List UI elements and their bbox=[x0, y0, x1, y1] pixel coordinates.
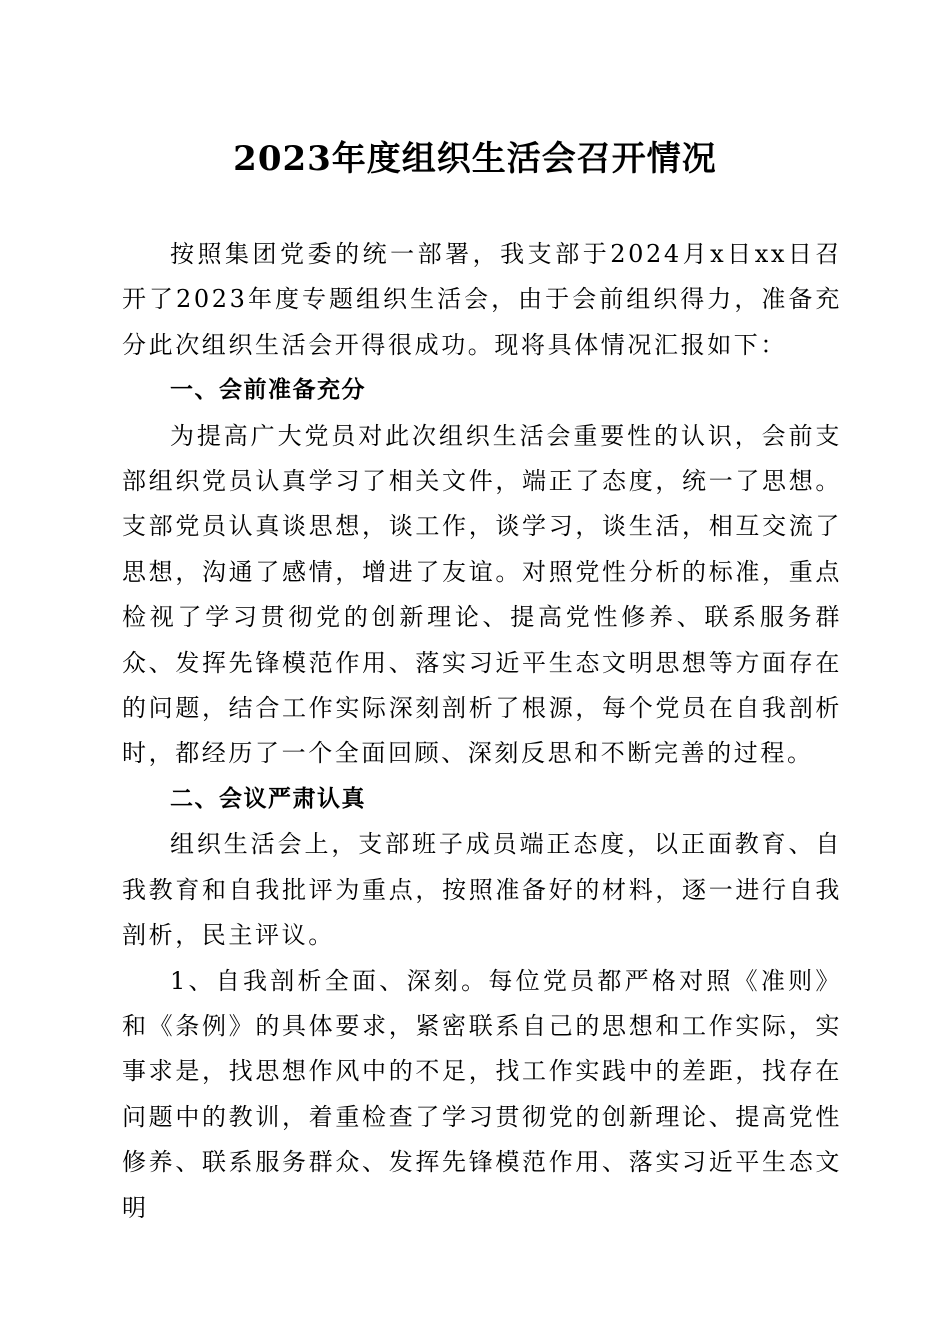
section-1-heading: 一、会前准备充分 bbox=[170, 377, 366, 404]
document-title: 2023年度组织生活会召开情况 bbox=[233, 139, 717, 179]
section-2-paragraph: 组织生活会上，支部班子成员端正态度，以正面教育、自我教育和自我批评为重点，按照准备好的材料，逐一进行自我剖析，民主评议。 bbox=[122, 830, 842, 950]
section-2-item-1: 1、自我剖析全面、深刻。每位党员都严格对照《准则》和《条例》的具体要求，紧密联系自己的思想和工作实际，实事求是，找思想作风中的不足，找工作实践中的差距，找存在问题中的教训，着重检查了学习贯彻党的创新理论、提高党性修养、联系服务群众、发挥先锋模范作用、落实习近平生态文明 bbox=[122, 966, 842, 1222]
intro-paragraph: 按照集团党委的统一部署，我支部于2024月x日xx日召开了2023年度专题组织生活会，由于会前组织得力，准备充分此次组织生活会开得很成功。现将具体情况汇报如下： bbox=[122, 240, 842, 359]
section-2-heading: 二、会议严肃认真 bbox=[170, 785, 366, 812]
section-1-paragraph: 为提高广大党员对此次组织生活会重要性的认识，会前支部组织党员认真学习了相关文件，端正了态度，统一了思想。支部党员认真谈思想，谈工作，谈学习，谈生活，相互交流了思想，沟通了感情，增进了友谊。对照党性分析的标准，重点检视了学习贯彻党的创新理论、提高党性修养、联系服务群众、发挥先锋模范作用、落实习近平生态文明思想等方面存在的问题，结合工作实际深刻剖析了根源，每个党员在自我剖析时，都经历了一个全面回顾、深刻反思和不断完善的过程。 bbox=[122, 421, 842, 768]
document-body bbox=[122, 232, 842, 1231]
